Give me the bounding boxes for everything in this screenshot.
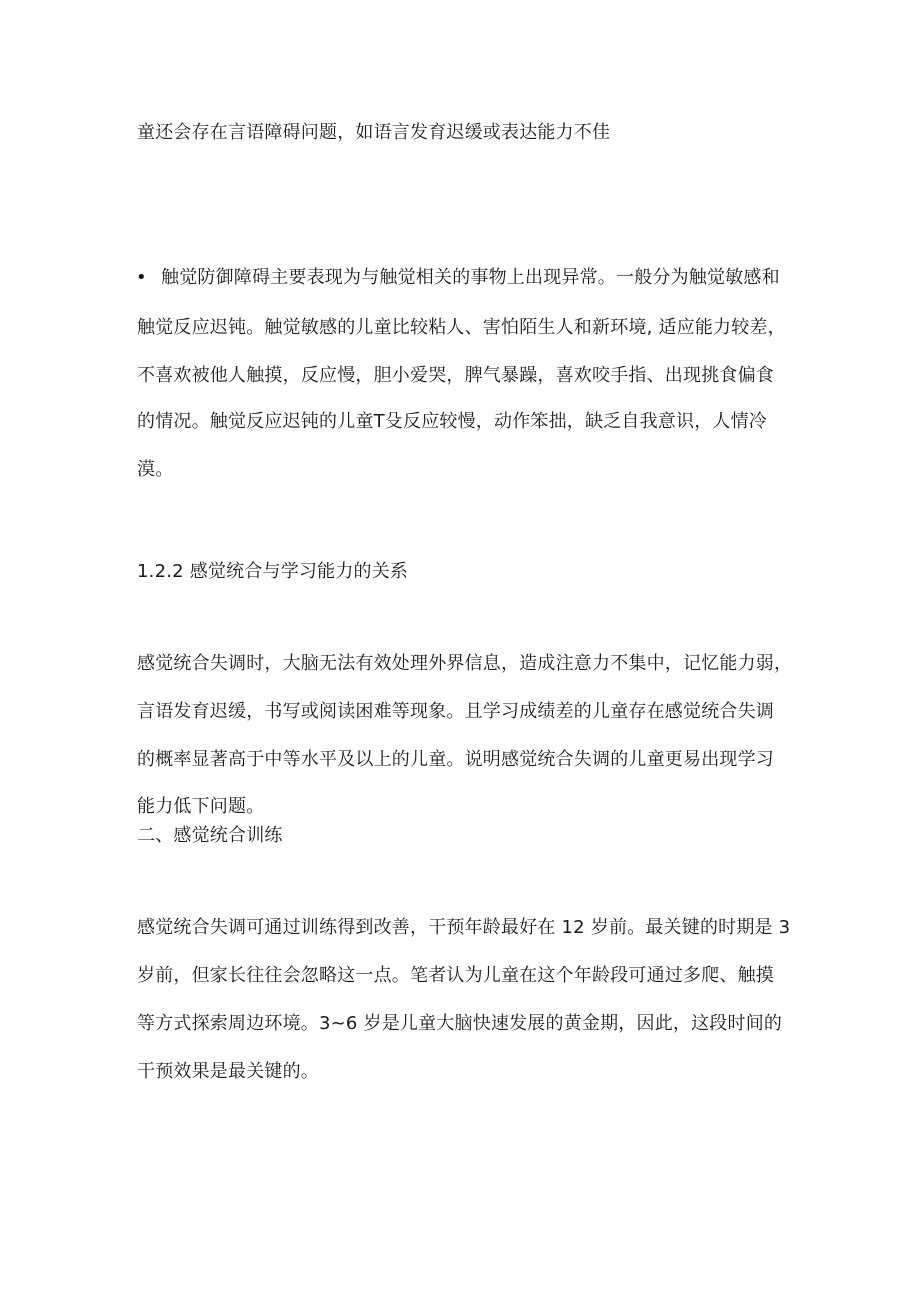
paragraph-line: 能力低下问题。 [137,796,265,817]
paragraph-line: 触觉防御障碍主要表现为与触觉相关的事物上出现异常。一般分为触觉敏感和 [161,267,780,288]
bullet-marker: • [136,267,147,288]
paragraph-line: 岁前，但家长往往会忽略这一点。笔者认为儿童在这个年龄段可通过多爬、触摸 [137,965,774,986]
paragraph-line: 言语发育迟缓，书写或阅读困难等现象。且学习成绩差的儿童存在感觉统合失调 [137,701,774,722]
section-heading-training: 二、感觉统合训练 [137,825,283,846]
paragraph-line: 触觉反应迟钝。触觉敏感的儿童比较粘人、害怕陌生人和新环境, 适应能力较差， [137,317,786,338]
paragraph-line: 的概率显著高于中等水平及以上的儿童。说明感觉统合失调的儿童更易出现学习 [137,749,774,770]
paragraph-line: 干预效果是最关键的。 [137,1061,319,1082]
paragraph-line: 等方式探索周边环境。3~6 岁是儿童大脑快速发展的黄金期，因此，这段时间的 [137,1013,783,1034]
paragraph-line: 童还会存在言语障碍问题，如语言发育迟缓或表达能力不佳 [137,122,611,143]
paragraph-line: 感觉统合失调可通过训练得到改善，干预年龄最好在 12 岁前。最关键的时期是 3 [137,917,791,938]
paragraph-line: 的情况。触觉反应迟钝的儿童T殳反应较慢，动作笨拙，缺乏自我意识，人情冷 [137,411,767,432]
paragraph-line: 感觉统合失调时，大脑无法有效处理外界信息，造成注意力不集中，记忆能力弱， [137,653,793,674]
paragraph-line: 不喜欢被他人触摸，反应慢，胆小爱哭，脾气暴躁，喜欢咬手指、出现挑食偏食 [137,365,774,386]
section-heading-1-2-2: 1.2.2 感觉统合与学习能力的关系 [137,561,409,582]
paragraph-line: 漠。 [137,459,174,480]
